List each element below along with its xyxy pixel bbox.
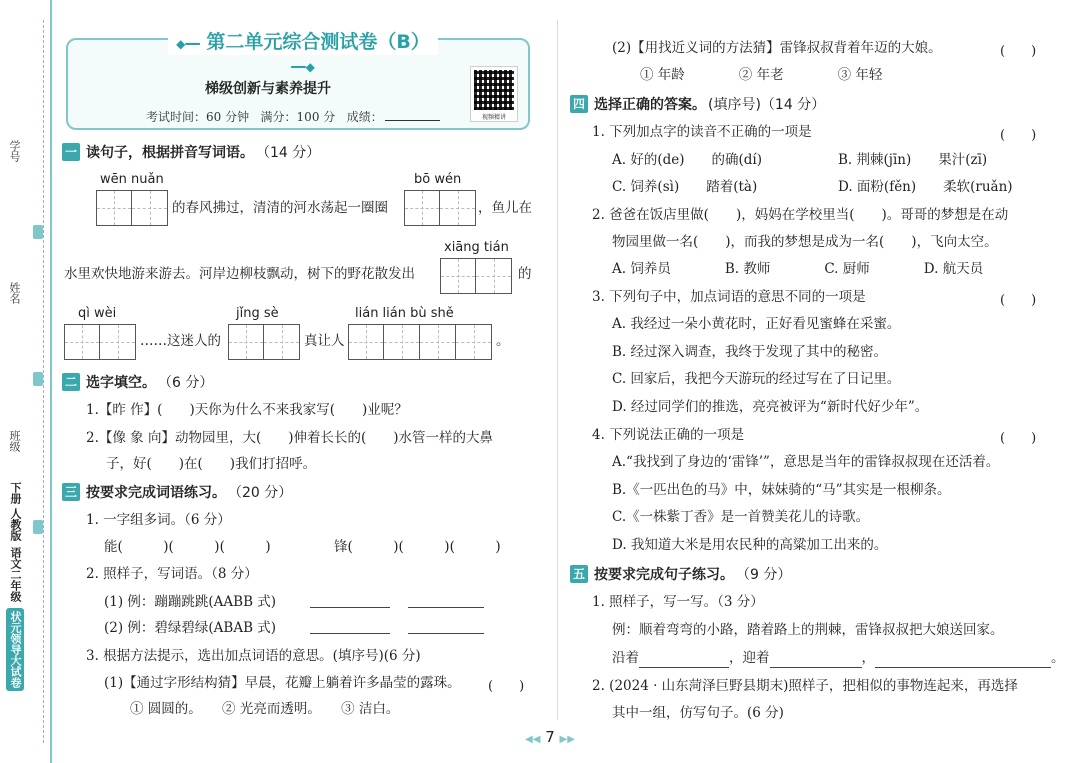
section-points: (填序号)（14 分） [708, 97, 826, 113]
sec2-question-1: 1.【昨 作】( )天你为什么不来我家写( )业呢？ [86, 402, 408, 418]
option-c: C.《一株紫丁香》是一首赞美花儿的诗歌。 [612, 509, 870, 525]
qr-code-icon [474, 70, 514, 110]
answer-line[interactable] [408, 620, 484, 634]
sec4-question-3: 3. 下列句子中，加点词语的意思不同的一项是 [592, 289, 866, 305]
section-number: 五 [570, 565, 588, 583]
answer-paren[interactable]: ( ) [1000, 431, 1037, 446]
word-group-neng[interactable]: 能( )( )( ) [104, 539, 271, 555]
brand-logo: 状元领导大试卷 [6, 608, 24, 691]
section-points: （6 分） [158, 375, 214, 391]
answer-paren[interactable]: ( ) [1000, 44, 1037, 59]
answer-line[interactable] [639, 654, 729, 668]
full-score: 满分：100 分 [260, 110, 336, 124]
answer-paren[interactable]: ( ) [1000, 128, 1037, 143]
section-4-heading [570, 94, 825, 114]
answer-line[interactable] [875, 654, 1051, 668]
answer-paren[interactable]: ( ) [488, 679, 525, 694]
char-box[interactable] [100, 324, 136, 360]
section-title: 按要求完成句子练习。 [594, 567, 734, 583]
sec3-q3-item-1-options: ① 圆圆的。 ② 光亮而透明。 ③ 洁白。 [130, 701, 400, 717]
class-label: 班级 [8, 430, 21, 452]
sec4-question-1: 1. 下列加点字的读音不正确的一项是 [592, 124, 812, 140]
name-label: 姓名 [8, 282, 21, 304]
word-group-feng[interactable]: 锋( )( )( ) [334, 539, 501, 555]
sec3-q3-item-2-options: ① 年龄 ② 年老 ③ 年轻 [640, 67, 883, 83]
sec4-q2-options: A. 饲养员 B. 教师 C. 厨师 D. 航天员 [612, 261, 984, 277]
exam-info [146, 108, 440, 125]
page-number: 7 [545, 728, 555, 746]
char-box[interactable] [96, 190, 132, 226]
pinyin-wennuan: wēn nuǎn [100, 172, 164, 187]
pinyin-jingse: jǐng sè [236, 306, 279, 321]
fill-period: 。 [1051, 650, 1065, 666]
sec3-question-3: 3. 根据方法提示，选出加点词语的意思。(填序号)(6 分) [86, 648, 421, 664]
sentence-line3: ……这迷人的 [140, 333, 221, 349]
student-id-label: 学号 [8, 140, 21, 162]
sec3-q2-item-1: (1) 例：蹦蹦跳跳(AABB 式) [104, 594, 277, 610]
section-number: 二 [62, 373, 80, 391]
char-box[interactable] [228, 324, 264, 360]
fill-comma: ， [861, 650, 875, 666]
char-boxes-qiwei[interactable] [64, 324, 136, 360]
sentence-line1: 的春风拂过，清清的河水荡起一圈圈 [172, 200, 388, 216]
pinyin-bowen: bō wén [414, 172, 462, 187]
section-2-heading [62, 372, 213, 392]
answer-paren[interactable]: ( ) [1000, 293, 1037, 308]
sec5-question-2: 2. (2024 · 山东菏泽巨野县期末)照样子，把相似的事物连起来，再选择 [592, 678, 1018, 694]
sec4-question-4: 4. 下列说法正确的一项是 [592, 427, 745, 443]
answer-line[interactable] [310, 594, 390, 608]
char-box[interactable] [476, 258, 512, 294]
section-points: （9 分） [736, 567, 792, 583]
section-points: （20 分） [228, 485, 293, 501]
test-header [66, 31, 530, 130]
section-title: 按要求完成词语练习。 [86, 485, 226, 501]
option-d: D. 我知道大米是用农民种的高粱加工出来的。 [612, 537, 888, 553]
char-box[interactable] [456, 324, 492, 360]
option-a: A. 好的(de) 的确(dí) [612, 152, 762, 168]
title-decoration-left: ◆━━ [176, 37, 200, 51]
sentence-line2-end: 的 [518, 266, 532, 282]
sec3-question-2: 2. 照样子，写词语。（8 分） [86, 566, 258, 582]
option-d: D. 经过同学们的推选，亮亮被评为“新时代好少年”。 [612, 399, 929, 415]
cut-line [43, 20, 44, 743]
score-label: 成绩： [346, 110, 383, 124]
qr-code[interactable] [470, 66, 518, 122]
option-d: D. 面粉(fěn) 柔软(ruǎn) [838, 179, 1013, 195]
sentence-line2: 水里欢快地游来游去。河岸边柳枝飘动，树下的野花散发出 [64, 266, 415, 282]
title-text: 第二单元综合测试卷（B） [206, 31, 430, 53]
section-number: 一 [62, 143, 80, 161]
next-arrows-icon: ▶▶ [559, 734, 575, 745]
section-3-heading [62, 482, 292, 502]
pinyin-xiangtian: xiāng tián [444, 240, 509, 255]
char-box[interactable] [384, 324, 420, 360]
option-b: B.《一匹出色的马》中，妹妹骑的“马”其实是一根柳条。 [612, 482, 951, 498]
sec3-question-1: 1. 一字组多词。（6 分） [86, 512, 231, 528]
answer-line[interactable] [310, 620, 390, 634]
char-boxes-jingse[interactable] [228, 324, 300, 360]
char-box[interactable] [420, 324, 456, 360]
section-title: 读句子，根据拼音写词语。 [86, 145, 254, 161]
pinyin-qiwei: qì wèi [78, 306, 117, 321]
sec2-question-2: 2.【像 象 向】动物园里，大( )伸着长长的( )水管一样的大鼻 [86, 430, 494, 446]
sec3-q3-item-1: (1)【通过字形结构猜】早晨，花瓣上躺着许多晶莹的露珠。 [104, 675, 461, 691]
section-number: 四 [570, 95, 588, 113]
sentence-line3-b: 真让人 [304, 333, 345, 349]
subtitle: 梯级创新与素养提升 [205, 81, 331, 97]
sec3-q2-item-2: (2) 例：碧绿碧绿(ABAB 式) [104, 620, 277, 636]
char-box[interactable] [264, 324, 300, 360]
title-decoration-right: ━━◆ [291, 60, 315, 74]
answer-line[interactable] [408, 594, 484, 608]
char-box[interactable] [348, 324, 384, 360]
fill-prefix [612, 648, 1065, 668]
fill-label-facing: ，迎着 [729, 650, 770, 666]
answer-line[interactable] [770, 654, 862, 668]
section-title: 选择正确的答案。 [594, 97, 706, 113]
char-box[interactable] [404, 190, 440, 226]
series-label [2, 482, 28, 717]
char-boxes-bowen[interactable] [404, 190, 476, 226]
binding-pin [33, 225, 43, 239]
section-1-heading [62, 142, 320, 162]
section-number: 三 [62, 483, 80, 501]
option-a: A. 我经过一朵小黄花时，正好看见蜜蜂在采蜜。 [612, 316, 901, 332]
binding-pin [33, 520, 43, 534]
sec3-q3-item-2: (2)【用找近义词的方法猜】雷锋叔叔背着年迈的大娘。 [612, 40, 942, 56]
page-footer [510, 728, 590, 746]
option-c: C. 回家后，我把今天游玩的经过写在了日记里。 [612, 371, 901, 387]
series-grade: 语文二年级 [9, 546, 22, 602]
char-boxes-wennuan[interactable] [96, 190, 168, 226]
char-boxes-lianlianbushe[interactable] [348, 324, 492, 360]
sentence-line3-end: 。 [496, 333, 510, 349]
series-edition: 下册 人教版 [9, 482, 22, 541]
binding-pin [33, 372, 43, 386]
char-box[interactable] [132, 190, 168, 226]
sec5-question-2-cont: 其中一组，仿写句子。(6 分) [612, 705, 784, 721]
sec5-example: 例：顺着弯弯的小路，踏着路上的荆棘，雷锋叔叔把大娘送回家。 [612, 622, 1004, 638]
column-divider [557, 20, 558, 720]
option-c: C. 饲养(sì) 踏着(tà) [612, 179, 758, 195]
page-title [168, 27, 438, 74]
char-box[interactable] [440, 258, 476, 294]
option-b: B. 荆棘(jīn) 果汁(zī) [838, 152, 988, 168]
pinyin-lianlianbushe: lián lián bù shě [355, 306, 454, 321]
exam-time: 考试时间：60 分钟 [146, 110, 250, 124]
sec5-question-1: 1. 照样子，写一写。（3 分） [592, 594, 764, 610]
fill-label-along: 沿着 [612, 650, 639, 666]
section-5-heading [570, 564, 791, 584]
prev-arrows-icon: ◀◀ [525, 734, 541, 745]
section-title: 选字填空。 [86, 375, 156, 391]
char-box[interactable] [440, 190, 476, 226]
option-b: B. 经过深入调查，我终于发现了其中的秘密。 [612, 344, 888, 360]
section-points: （14 分） [256, 145, 321, 161]
qr-caption: 视频精讲 [481, 114, 506, 121]
sec4-question-2: 2. 爸爸在饭店里做( )，妈妈在学校里当( )。哥哥的梦想是在动 [592, 207, 1009, 223]
char-box[interactable] [64, 324, 100, 360]
char-boxes-xiangtian[interactable] [440, 258, 512, 294]
score-line[interactable] [385, 120, 440, 121]
sentence-line1-end: ，鱼儿在 [478, 200, 532, 216]
sec4-question-2-cont: 物园里做一名( )，而我的梦想是成为一名( )，飞向太空。 [612, 234, 998, 250]
sec2-question-2-cont: 子，好( )在( )我们打招呼。 [106, 456, 317, 472]
option-a: A.“我找到了身边的‘雷锋’”，意思是当年的雷锋叔叔现在还活着。 [612, 454, 1000, 470]
